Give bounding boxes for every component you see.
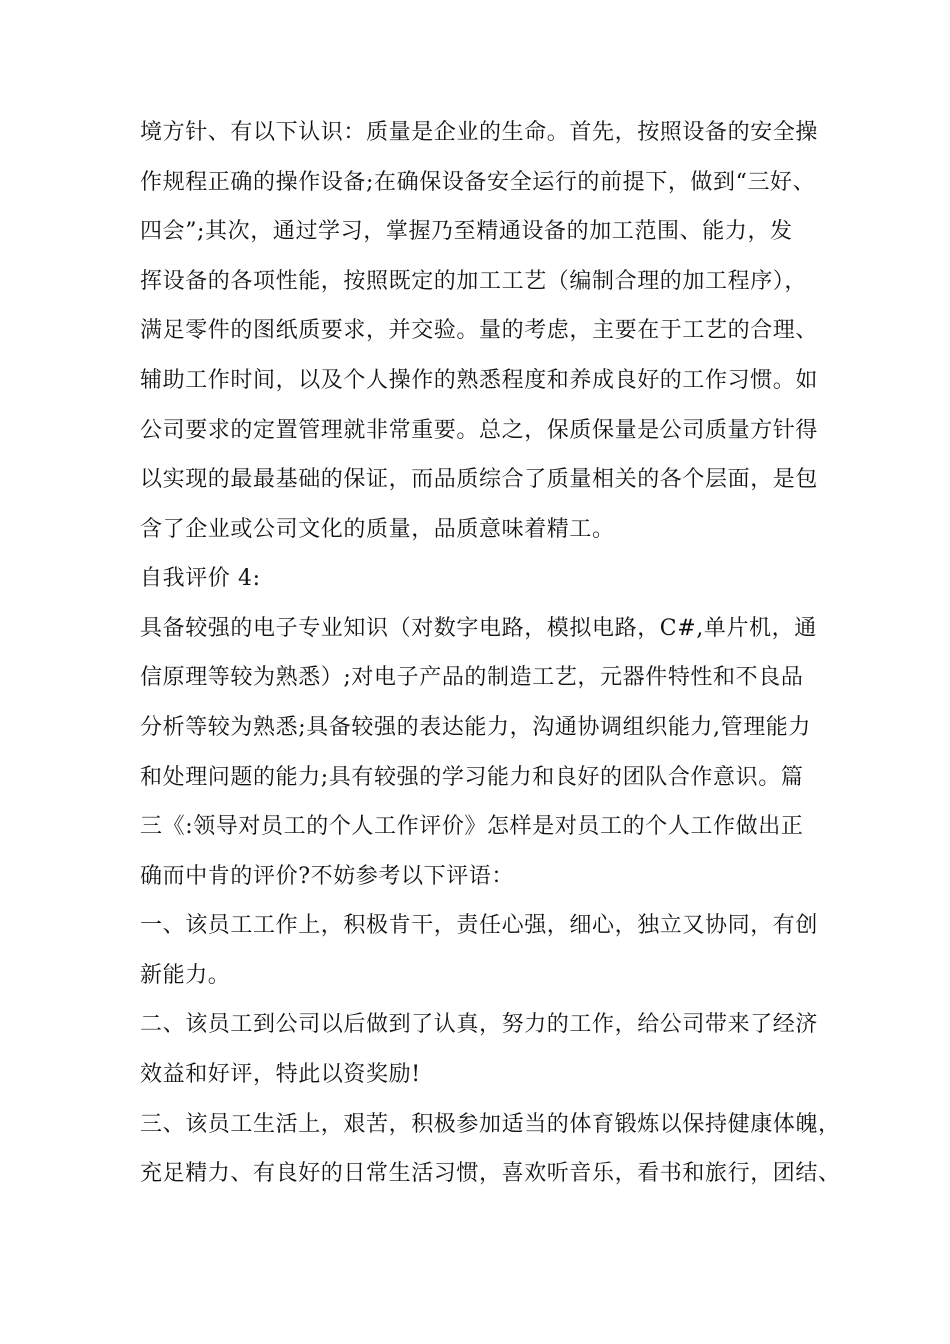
text-line: 以实现的最最基础的保证，而品质综合了质量相关的各个层面，是包: [140, 467, 819, 492]
text-line: 新能力。: [140, 963, 231, 988]
text-line: 充足精力、有良好的日常生活习惯，喜欢听音乐，看书和旅行，团结、: [140, 1161, 841, 1186]
text-line: 分析等较为熟悉;具备较强的表达能力，沟通协调组织能力,管理能力: [140, 715, 812, 740]
text-line: 二、该员工到公司以后做到了认真，努力的工作，给公司带来了经济: [140, 1012, 819, 1037]
text-line: 效益和好评，特此以资奖励!: [140, 1062, 421, 1087]
text-line: 满足零件的图纸质要求，并交验。量的考虑，主要在于工艺的合理、: [140, 318, 819, 343]
text-line: 四会”;其次，通过学习，掌握乃至精通设备的加工范围、能力，发: [140, 219, 793, 244]
text-line: 信原理等较为熟悉）;对电子产品的制造工艺，元器件特性和不良品: [140, 665, 804, 690]
text-line: 和处理问题的能力;具有较强的学习能力和良好的团队合作意识。篇: [140, 765, 804, 790]
text-line: 三《:领导对员工的个人工作评价》怎样是对员工的个人工作做出正: [140, 814, 804, 839]
text-line: 辅助工作时间，以及个人操作的熟悉程度和养成良好的工作习惯。如: [140, 368, 819, 393]
text-line: 含了企业或公司文化的质量，品质意味着精工。: [140, 517, 615, 542]
section-heading: 自我评价 4:: [140, 566, 261, 591]
text-line: 作规程正确的操作设备;在确保设备安全运行的前提下，做到“三好、: [140, 170, 816, 195]
text-line: 一、该员工工作上，积极肯干，责任心强，细心，独立又协同，有创: [140, 913, 819, 938]
text-line: 公司要求的定置管理就非常重要。总之，保质保量是公司质量方针得: [140, 418, 819, 443]
text-line: 境方针、有以下认识：质量是企业的生命。首先，按照设备的安全操: [140, 120, 819, 145]
text-line: 三、该员工生活上，艰苦，积极参加适当的体育锻炼以保持健康体魄，: [140, 1112, 841, 1137]
text-line: 具备较强的电子专业知识（对数字电路，模拟电路，C#,单片机，通: [140, 616, 817, 641]
text-line: 挥设备的各项性能，按照既定的加工工艺（编制合理的加工程序），: [140, 269, 808, 294]
text-line: 确而中肯的评价?不妨参考以下评语：: [140, 864, 514, 889]
